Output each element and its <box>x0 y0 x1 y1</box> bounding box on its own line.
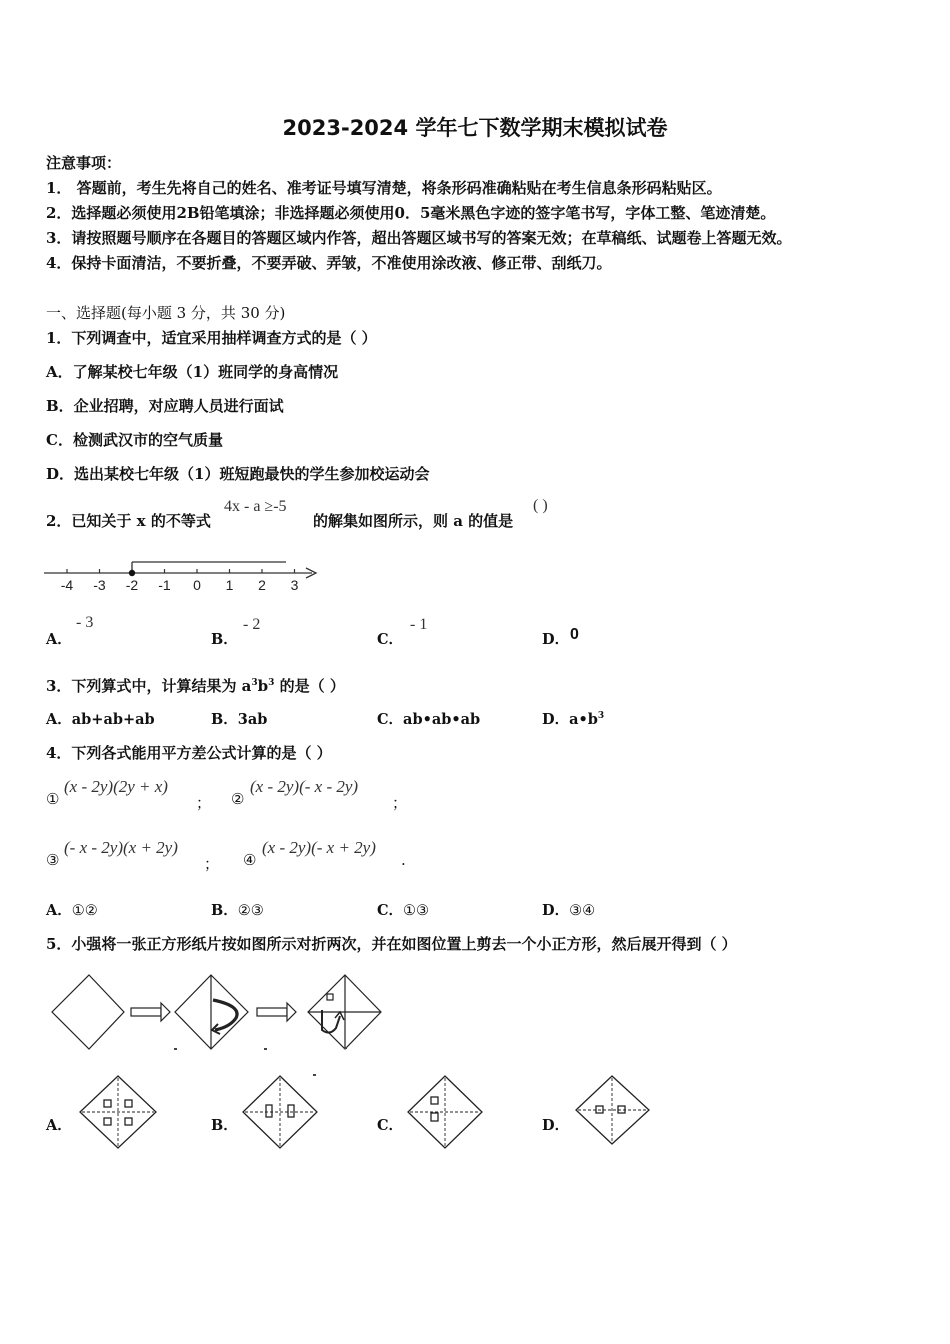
q4-option-c: C．①③ <box>377 902 430 919</box>
q1-option-a: A．了解某校七年级（1）班同学的身高情况 <box>46 363 339 381</box>
q2-option-c-value: - 1 <box>410 616 428 633</box>
option-c-figure <box>408 1076 482 1148</box>
notice-heading: 注意事项： <box>46 154 122 172</box>
q5-option-c-label: C． <box>377 1117 404 1134</box>
q4-expr-4-num: ④ <box>243 851 257 869</box>
q4-stem: 4．下列各式能用平方差公式计算的是（ ） <box>46 744 332 762</box>
page-title: 2023-2024 学年七下数学期末模拟试卷 <box>282 116 668 140</box>
q3-option-d: D．$a•b^3$ <box>542 711 605 728</box>
q4-expr-3-num: ③ <box>46 851 60 869</box>
q3-option-a: A．ab+ab+ab <box>46 711 155 728</box>
number-line-tick-label: 1 <box>225 577 234 593</box>
q5-option-a-label: A． <box>46 1117 72 1134</box>
q2-option-a-label: A． <box>46 631 72 648</box>
q4-expr-3: (- x - 2y)(x + 2y) <box>64 838 178 857</box>
q4-option-b: B．②③ <box>211 902 264 919</box>
q3-option-c: C．ab•ab•ab <box>377 711 481 728</box>
q1-option-d: D．选出某校七年级（1）班短跑最快的学生参加校运动会 <box>46 465 430 483</box>
q2-option-a-value: - 3 <box>76 614 94 631</box>
q4-expr-2: (x - 2y)(- x - 2y) <box>250 777 359 796</box>
q3-stem: 3．下列算式中，计算结果为 $a^3b^3$ 的是（ ） <box>46 677 345 695</box>
q1-option-b: B．企业招聘，对应聘人员进行面试 <box>46 397 284 415</box>
section-heading: 一、选择题(每小题 3 分，共 30 分) <box>46 304 286 322</box>
q1-option-c: C．检测武汉市的空气质量 <box>46 431 223 449</box>
q4-expr-4-sep: . <box>401 851 406 869</box>
q5-stem: 5．小强将一张正方形纸片按如图所示对折两次，并在如图位置上剪去一个小正方形，然后展开得到（ ） <box>46 935 737 953</box>
q4-expr-1: (x - 2y)(2y + x) <box>64 777 168 796</box>
q4-expr-2-sep: ； <box>392 794 408 812</box>
q2-option-c-label: C． <box>377 631 404 648</box>
number-line-tick-label: 3 <box>290 577 299 593</box>
q5-option-b-label: B． <box>211 1117 238 1134</box>
number-line-tick-label: -2 <box>125 577 139 593</box>
notice-item-4: 4．保持卡面清洁，不要折叠，不要弄破、弄皱，不准使用涂改液、修正带、刮纸刀。 <box>46 254 612 272</box>
number-line-tick-label: 2 <box>258 577 266 593</box>
number-line-tick-label: -4 <box>60 577 74 593</box>
q4-option-d: D．③④ <box>542 902 596 919</box>
q2-option-d-label: D． <box>542 631 570 648</box>
q2-option-d-value: 0 <box>570 626 579 643</box>
number-line-tick-label: -3 <box>93 577 106 593</box>
q2-option-b-value: - 2 <box>243 616 261 633</box>
option-a-figure <box>80 1076 156 1148</box>
q2-stem-after: 的解集如图所示，则 a 的值是 <box>313 512 514 530</box>
q4-option-a: A．①② <box>46 902 98 919</box>
notice-item-2: 2．选择题必须使用2B铅笔填涂；非选择题必须使用0．5毫米黑色字迹的签字笔书写，字体工整、笔迹清楚。 <box>46 204 776 222</box>
q4-expr-1-num: ① <box>46 790 60 808</box>
q2-option-b-label: B． <box>211 631 238 648</box>
number-line-tick-label: 0 <box>193 577 201 593</box>
q1-stem: 1．下列调查中，适宜采用抽样调查方式的是（ ） <box>46 329 377 347</box>
number-line-tick-label: -1 <box>158 577 171 593</box>
q3-option-b: B．3ab <box>211 711 268 728</box>
q5-option-d-label: D． <box>542 1117 570 1134</box>
q4-expr-2-num: ② <box>231 790 245 808</box>
option-b-figure <box>243 1076 317 1148</box>
q2-inequality: 4x - a ≥-5 <box>224 498 287 515</box>
q2-paren: ( ) <box>533 497 548 514</box>
q4-expr-1-sep: ； <box>196 794 212 812</box>
notice-item-1: 1． 答题前，考生先将自己的姓名、准考证号填写清楚，将条形码准确粘贴在考生信息条形码粘贴区。 <box>46 179 722 197</box>
q4-expr-4: (x - 2y)(- x + 2y) <box>262 838 376 857</box>
notice-item-3: 3．请按照题号顺序在各题目的答题区域内作答，超出答题区域书写的答案无效；在草稿纸、试题卷上答题无效。 <box>46 229 792 247</box>
option-d-figure <box>576 1076 649 1144</box>
q4-expr-3-sep: ； <box>204 855 220 873</box>
q2-stem-before: 2．已知关于 x 的不等式 <box>46 512 211 530</box>
